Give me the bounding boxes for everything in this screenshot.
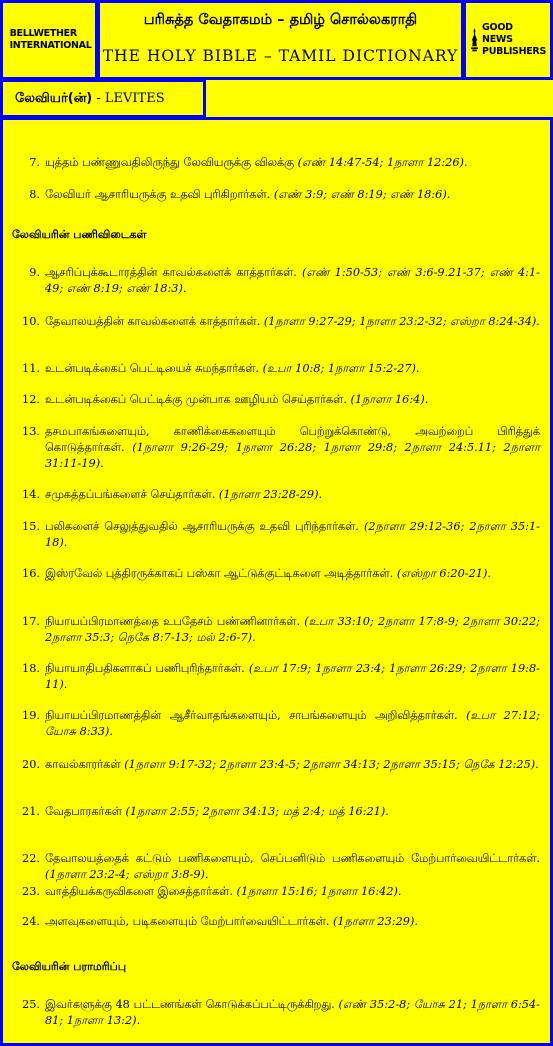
heading-duties: லேவியரின் பணிவிடைகள் [12,228,147,241]
title-tamil: பரிசுத்த வேதாகமம் – தமிழ் சொல்லகராதி [143,12,418,28]
item-number: 13. [22,425,40,438]
item-statement: நியாயப்பிரமாணத்தின் ஆசீர்வாதங்களையும், சாபங்களையும் அறிவித்தார்கள். [45,709,467,722]
item-statement: வேதபாரகர்கள் [45,805,126,818]
item-number: 20. [22,758,40,771]
item-number: 15. [22,520,40,533]
item-number: 22. [22,852,40,865]
item-text [45,566,540,582]
item-text [45,519,540,551]
item-statement: அளவுகளையும், படிகளையும் மேற்பார்வையிட்டார்கள். [45,915,333,928]
item-statement: லேவியர் ஆசாரியருக்கு உதவி புரிகிறார்கள். [45,188,274,201]
item-reference: (1நாளா 9:27-29; 1நாளா 23:2-32; எஸ்றா 8:24-34). [263,315,540,328]
item-text [45,314,540,330]
item-text [45,155,540,171]
item-number: 16. [22,567,40,580]
item-number: 18. [22,662,40,675]
item-text [45,361,540,377]
item-text [45,392,540,408]
item-number: 8. [29,188,40,201]
section-title-english: - LEVITES [96,91,165,106]
item-statement: காவல்காரர்கள் [45,758,125,771]
item-statement: ஆசரிப்புக்கூடாரத்தின் காவல்களைக் காத்தார்கள். [45,266,302,279]
section-title [15,91,165,107]
item-reference: (உபா 10:8; 1நாளா 15:2-27). [262,362,420,375]
item-text [45,914,540,930]
item-number: 19. [22,709,40,722]
item-statement: வாத்தியக்கருவிகளை இசைத்தார்கள். [45,885,237,898]
item-text [45,487,540,503]
item-number: 21. [22,805,40,818]
item-reference: (1நாளா 23:29). [333,915,418,928]
item-statement: இஸ்ரவேல் புத்திரருக்காகப் பஸ்கா ஆட்டுக்குட்டிகளை அடித்தார்கள். [45,567,397,580]
item-reference: (1நாளா 23:28-29). [218,488,323,501]
item-reference: (1நாளா 9:26-29; 1நாளா 26:28; 1நாளா 29:8; 2நாளா 24:5.11; 2நாளா 31:11-19). [45,441,540,470]
item-reference: (எண் 3:9; எண் 8:19; எண் 18:6). [273,188,451,201]
item-number: 23. [22,885,40,898]
item-reference: (1நாளா 2:55; 2நாளா 34:13; மத் 2:4; மத் 16:21). [125,805,389,818]
right-logo-line1: GOOD NEWS [482,22,513,45]
item-statement: பலிகளைச் செலுத்துவதில் ஆசாரியருக்கு உதவி புரிந்தார்கள். [45,520,364,533]
item-number: 9. [29,266,40,279]
item-text [45,757,540,773]
item-number: 14. [22,488,40,501]
left-logo-line1: BELLWETHER [9,28,77,39]
item-number: 24. [22,915,40,928]
item-number: 10. [22,315,40,328]
item-reference: (1நாளா 15:16; 1நாளா 16:42). [236,885,402,898]
item-text [45,708,540,740]
item-statement: தசமபாகங்களையும், காணிக்கைகளையும் பெற்றுக்கொண்டு, அவற்றைப் பிரித்துக் கொடுத்தார்கள். [45,425,540,454]
item-reference: (1நாளா 16:4). [350,393,429,406]
item-reference: (எஸ்றா 6:20-21). [396,567,491,580]
item-text [45,884,540,900]
item-text [45,661,540,693]
item-text [45,265,540,297]
good-news-logo [463,0,553,80]
item-reference: (எண் 1:50-53; எண் 3:6-9.21-37; எண் 4:1-49; எண் 8:19; எண் 18:3). [45,266,540,295]
item-reference: (1நாளா 9:17-32; 2நாளா 23:4-5; 2நாளா 34:13; 2நாளா 35:15; நெகே 12:25). [124,758,539,771]
item-number: 17. [22,615,40,628]
item-statement: நியாயாதிபதிகளாகப் பணிபுரிந்தார்கள். [45,662,249,675]
item-reference: (2நாளா 29:12-36; 2நாளா 35:1-18). [45,520,540,549]
section-title-box [0,79,206,118]
item-statement: நியாயப்பிரமாணத்தை உபதேசம் பண்ணினார்கள். [45,615,305,628]
item-text [45,187,540,203]
item-statement: உடன்படிக்கைப் பெட்டியைச் சுமந்தார்கள். [45,362,263,375]
section-title-tamil: லேவியர்(ன்) [15,91,93,106]
item-number: 12. [22,393,40,406]
item-statement: சமுகத்தப்பங்களைச் செய்தார்கள். [45,488,219,501]
right-logo-line2: PUBLISHERS [482,46,546,57]
item-text [45,997,540,1029]
item-reference: (1நாளா 23:2-4; எஸ்றா 3:8-9). [45,868,209,881]
item-reference: (எண் 35:2-8; யோசு 21; 1நாளா 6:54-81; 1நாளா 13:2). [45,998,540,1027]
item-reference: (உபா 33:10; 2நாளா 17:8-9; 2நாளா 30:22; 2நாளா 35:3; நெகே 8:7-13; மல் 2:6-7). [45,615,540,644]
title-block [97,0,464,80]
bellwether-logo [0,0,98,80]
item-statement: இவர்களுக்கு 48 பட்டணங்கள் கொடுக்கப்பட்டிருக்கிறது. [45,998,339,1011]
item-text [45,614,540,646]
item-text [45,424,540,472]
item-text [45,851,540,883]
item-statement: தேவாலயத்தைக் கட்டும் பணிகளையும், செப்பனிடும் பணிகளையும் மேற்பார்வையிட்டார்கள். [45,852,540,865]
item-statement: தேவாலயத்தின் காவல்களைக் காத்தார்கள். [45,315,264,328]
heading-inheritance: லேவியரின் பராமரிப்பு [12,960,127,973]
item-reference: (எண் 14:47-54; 1நாளா 12:26). [297,156,468,169]
item-number: 7. [29,156,40,169]
item-number: 11. [22,362,40,375]
item-reference: (உபா 27:12; யோசு 8:33). [45,709,540,738]
item-statement: யுத்தம் பண்ணுவதிலிருந்து லேவியருக்கு விலக்கு [45,156,298,169]
item-number: 25. [22,998,40,1011]
item-reference: (உபா 17:9; 1நாளா 23:4; 1நாளா 26:29; 2நாளா 19:8-11). [45,662,540,691]
item-text [45,804,540,820]
good-news-logo-icon [470,17,479,63]
title-english: THE HOLY BIBLE – TAMIL DICTIONARY [102,47,459,65]
left-logo-line2: INTERNATIONAL [9,40,92,51]
item-statement: உடன்படிக்கைப் பெட்டிக்கு முன்பாக ஊழியம் செய்தார்கள். [45,393,351,406]
